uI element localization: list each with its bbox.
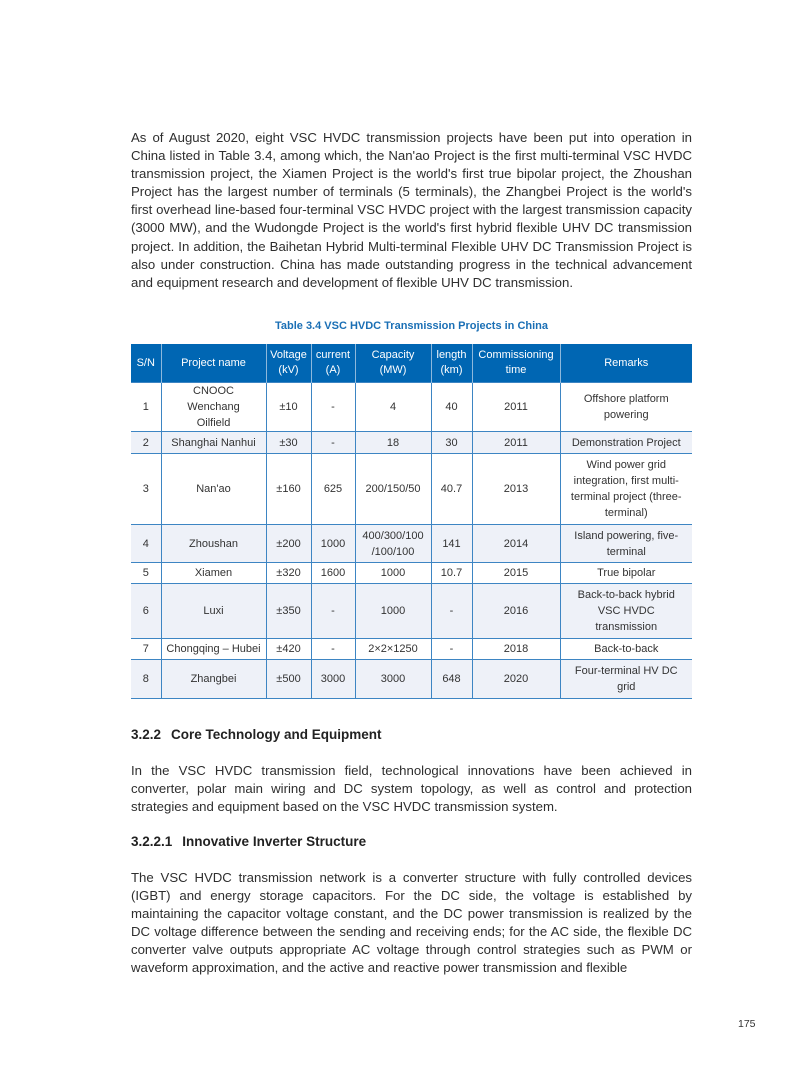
column-header-commissioning-time: Commissioning time [472,344,560,383]
cell-remarks: Island powering, five-terminal [560,525,692,563]
section-title: Core Technology and Equipment [171,727,382,742]
cell-sn: 3 [131,454,161,525]
cell-sn: 4 [131,525,161,563]
table-row [131,432,692,454]
column-header-project-name: Project name [161,344,266,383]
column-header-voltage: Voltage (kV) [266,344,311,383]
cell-remarks: Wind power grid integration, first multi-terminal project (three-terminal) [560,454,692,525]
cell-sn: 7 [131,639,161,660]
cell-current: 1000 [311,525,355,563]
cell-voltage: ±160 [266,454,311,525]
cell-current: - [311,584,355,639]
cell-current: 1600 [311,563,355,584]
table-row [131,584,692,639]
cell-capacity: 3000 [355,660,431,699]
table-row [131,563,692,584]
cell-current: 625 [311,454,355,525]
cell-capacity: 1000 [355,563,431,584]
cell-sn: 5 [131,563,161,584]
table-header-row [131,344,692,383]
section-number: 3.2.2.1 [131,834,173,849]
column-header-capacity: Capacity (MW) [355,344,431,383]
cell-current: 3000 [311,660,355,699]
cell-sn: 1 [131,383,161,432]
cell-capacity: 4 [355,383,431,432]
cell-remarks: True bipolar [560,563,692,584]
cell-length: 141 [431,525,472,563]
cell-commissioning-time: 2011 [472,383,560,432]
cell-project-name: Chongqing – Hubei [161,639,266,660]
cell-remarks: Back-to-back [560,639,692,660]
cell-voltage: ±350 [266,584,311,639]
cell-remarks: Demonstration Project [560,432,692,454]
cell-commissioning-time: 2013 [472,454,560,525]
cell-project-name: CNOOC Wenchang Oilfield [161,383,266,432]
cell-commissioning-time: 2016 [472,584,560,639]
cell-voltage: ±10 [266,383,311,432]
vsc-hvdc-projects-table [131,344,692,699]
page-number: 175 [738,1018,756,1030]
section-heading-3-2-2-1 [131,834,366,849]
cell-capacity: 18 [355,432,431,454]
cell-commissioning-time: 2018 [472,639,560,660]
cell-project-name: Nan'ao [161,454,266,525]
cell-remarks: Four-terminal HV DC grid [560,660,692,699]
section-heading-3-2-2 [131,727,382,742]
table-row [131,383,692,432]
cell-capacity: 200/150/50 [355,454,431,525]
cell-remarks: Back-to-back hybrid VSC HVDC transmission [560,584,692,639]
column-header-length: length (km) [431,344,472,383]
cell-sn: 2 [131,432,161,454]
table-row [131,660,692,699]
cell-commissioning-time: 2020 [472,660,560,699]
table-row [131,639,692,660]
cell-capacity: 1000 [355,584,431,639]
cell-length: - [431,584,472,639]
table-row [131,454,692,525]
column-header-current: current (A) [311,344,355,383]
cell-current: - [311,639,355,660]
cell-length: 30 [431,432,472,454]
cell-capacity: 400/300/100 /100/100 [355,525,431,563]
cell-project-name: Luxi [161,584,266,639]
cell-length: 40.7 [431,454,472,525]
table-caption: Table 3.4 VSC HVDC Transmission Projects in China [274,320,549,332]
cell-remarks: Offshore platform powering [560,383,692,432]
cell-project-name: Zhoushan [161,525,266,563]
column-header-sn: S/N [131,344,161,383]
cell-length: 40 [431,383,472,432]
cell-project-name: Xiamen [161,563,266,584]
cell-commissioning-time: 2011 [472,432,560,454]
cell-voltage: ±500 [266,660,311,699]
cell-length: - [431,639,472,660]
section-3-2-2-1-paragraph: The VSC HVDC transmission network is a converter structure with fully controlled devices (IGBT) and energy storage capacitors. For the DC side, the voltage is established by maintaining the capacitor voltage constant, and the DC power transmission is realized by the DC voltage difference between the sending and receiving ends; for the AC side, the flexible DC converter valve outputs appropriate AC voltage through control strategies such as PWM or waveform approximation, and the active and reactive power transmission and flexible [131,870,692,976]
cell-project-name: Zhangbei [161,660,266,699]
section-3-2-2-paragraph: In the VSC HVDC transmission field, technological innovations have been achieved in converter, polar main wiring and DC system topology, as well as control and protection strategies and equipment based on the VSC HVDC transmission system. [131,763,692,815]
cell-sn: 6 [131,584,161,639]
cell-project-name: Shanghai Nanhui [161,432,266,454]
column-header-remarks: Remarks [560,344,692,383]
cell-length: 648 [431,660,472,699]
cell-current: - [311,383,355,432]
table-row [131,525,692,563]
section-title: Innovative Inverter Structure [182,834,367,849]
cell-voltage: ±200 [266,525,311,563]
cell-length: 10.7 [431,563,472,584]
section-number: 3.2.2 [131,727,162,742]
cell-voltage: ±320 [266,563,311,584]
cell-voltage: ±30 [266,432,311,454]
cell-capacity: 2×2×1250 [355,639,431,660]
intro-paragraph: As of August 2020, eight VSC HVDC transmission projects have been put into operation in China listed in Table 3.4, among which, the Nan'ao Project is the first multi-terminal VSC HVDC transmission project, the Xiamen Project is the world's first true bipolar project, the Zhoushan Project has the largest number of terminals (5 terminals), the Zhangbei Project is the world's first overhead line-based four-terminal VSC HVDC project with the largest transmission capacity (3000 MW), and the Wudongde Project is the world's first hybrid flexible UHV DC transmission project. In addition, the Baihetan Hybrid Multi-terminal Flexible UHV DC Transmission Project is also under construction. China has made outstanding progress in the technical advancement and equipment research and development of flexible UHV DC transmission. [131,130,692,290]
cell-voltage: ±420 [266,639,311,660]
cell-current: - [311,432,355,454]
cell-sn: 8 [131,660,161,699]
cell-commissioning-time: 2015 [472,563,560,584]
cell-commissioning-time: 2014 [472,525,560,563]
